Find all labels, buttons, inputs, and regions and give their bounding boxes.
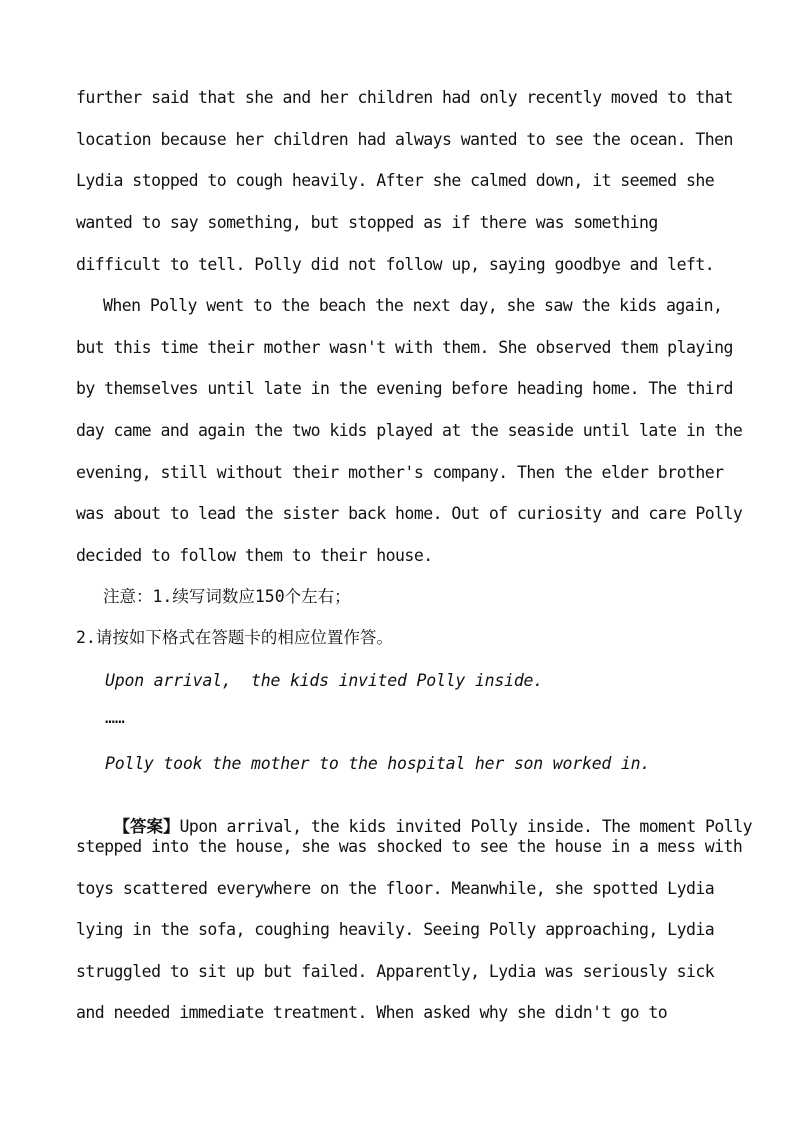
paragraph-line: was about to lead the sister back home. Out of curiosity and care Polly <box>76 504 743 523</box>
answer-line: stepped into the house, she was shocked to see the house in a mess with <box>76 837 743 856</box>
note-line: 注意：1.续写词数应150个左右； <box>103 587 351 606</box>
prompt-end: Polly took the mother to the hospital her son worked in. <box>105 754 651 773</box>
paragraph-line: by themselves until late in the evening before heading home. The third <box>76 379 733 398</box>
answer-text: Upon arrival, the kids invited Polly inside. The moment Polly <box>179 817 752 836</box>
paragraph-line: evening, still without their mother's company. Then the elder brother <box>76 463 724 482</box>
paragraph-line: When Polly went to the beach the next day, she saw the kids again, <box>103 296 723 315</box>
paragraph-line: location because her children had always wanted to see the ocean. Then <box>76 130 733 149</box>
prompt-ellipsis: …… <box>105 708 125 727</box>
answer-line: lying in the sofa, coughing heavily. Seeing Polly approaching, Lydia <box>76 920 715 939</box>
answer-line: toys scattered everywhere on the floor. Meanwhile, she spotted Lydia <box>76 879 715 898</box>
paragraph-line: but this time their mother wasn't with them. She observed them playing <box>76 338 733 357</box>
paragraph-line: Lydia stopped to cough heavily. After she calmed down, it seemed she <box>76 171 715 190</box>
answer-label: 【答案】 <box>113 817 180 836</box>
answer-line: and needed immediate treatment. When asked why she didn't go to <box>76 1003 668 1022</box>
paragraph-line: further said that she and her children had only recently moved to that <box>76 88 733 107</box>
paragraph-line: day came and again the two kids played at the seaside until late in the <box>76 421 743 440</box>
paragraph-line: wanted to say something, but stopped as if there was something <box>76 213 658 232</box>
answer-line: struggled to sit up but failed. Apparently, Lydia was seriously sick <box>76 962 715 981</box>
paragraph-line: difficult to tell. Polly did not follow up, saying goodbye and left. <box>76 255 715 274</box>
prompt-start: Upon arrival, the kids invited Polly inside. <box>105 671 544 690</box>
paragraph-line: decided to follow them to their house. <box>76 546 433 565</box>
note-line: 2.请按如下格式在答题卡的相应位置作答。 <box>76 628 393 647</box>
